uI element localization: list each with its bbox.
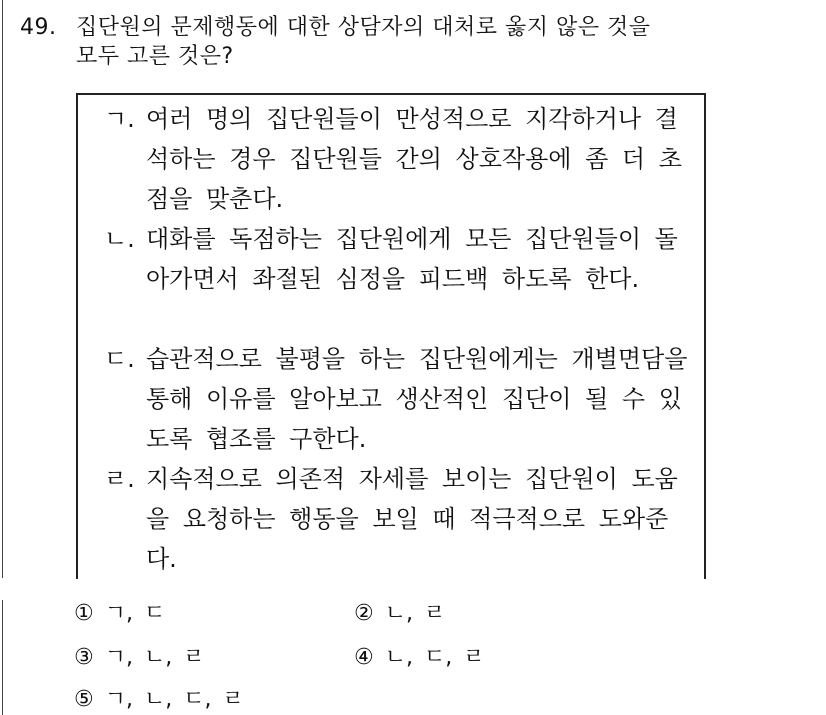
choice-label: ② bbox=[354, 601, 374, 626]
statement-marker: ㄹ. bbox=[104, 465, 135, 493]
answer-choice-3[interactable] bbox=[74, 644, 204, 672]
answer-choice-2[interactable] bbox=[354, 600, 445, 628]
statement-marker: ㄴ. bbox=[104, 225, 135, 253]
question-number: 49. bbox=[20, 15, 57, 40]
statement-item bbox=[104, 459, 694, 579]
statement-marker: ㄱ. bbox=[104, 105, 135, 133]
statement-text: 대화를 독점하는 집단원에게 모든 집단원들이 돌아가면서 좌절된 심정을 피드백 하도록 한다. bbox=[146, 225, 678, 293]
choice-label: ⑤ bbox=[74, 687, 94, 712]
statement-text: 지속적으로 의존적 자세를 보이는 집단원이 도움을 요청하는 행동을 보일 때 적극적으로 도와준다. bbox=[146, 465, 678, 573]
answer-choice-4[interactable] bbox=[354, 644, 484, 672]
question-text-line-1: 집단원의 문제행동에 대한 상담자의 대처로 옳지 않은 것을 bbox=[76, 15, 651, 40]
page-left-border bbox=[2, 0, 3, 578]
statement-box bbox=[76, 93, 706, 579]
statement-text: 여러 명의 집단원들이 만성적으로 지각하거나 결석하는 경우 집단원들 간의 상호작용에 좀 더 초점을 맞춘다. bbox=[146, 105, 682, 213]
statement-item bbox=[104, 99, 694, 219]
page-left-border-lower bbox=[2, 600, 3, 715]
question-text-line-2: 모두 고른 것은? bbox=[76, 44, 234, 69]
statement-marker: ㄷ. bbox=[104, 345, 135, 373]
answer-choice-5[interactable] bbox=[74, 686, 244, 714]
question-line-1 bbox=[20, 13, 651, 42]
choice-text: ㄱ, ㄴ, ㄹ bbox=[104, 645, 205, 670]
choice-label: ③ bbox=[74, 645, 94, 670]
answer-choice-1[interactable] bbox=[74, 600, 165, 628]
choice-label: ④ bbox=[354, 645, 374, 670]
statement-item bbox=[104, 219, 694, 299]
choice-label: ① bbox=[74, 601, 94, 626]
choice-text: ㄴ, ㄹ bbox=[384, 601, 446, 626]
question-stem bbox=[20, 13, 651, 71]
choice-text: ㄱ, ㄷ bbox=[104, 601, 166, 626]
statement-item bbox=[104, 339, 694, 459]
statement-text: 습관적으로 불평을 하는 집단원에게는 개별면담을 통해 이유를 알아보고 생산적인 집단이 될 수 있도록 협조를 구한다. bbox=[146, 345, 688, 453]
choice-text: ㄴ, ㄷ, ㄹ bbox=[384, 645, 485, 670]
choice-text: ㄱ, ㄴ, ㄷ, ㄹ bbox=[104, 687, 244, 712]
